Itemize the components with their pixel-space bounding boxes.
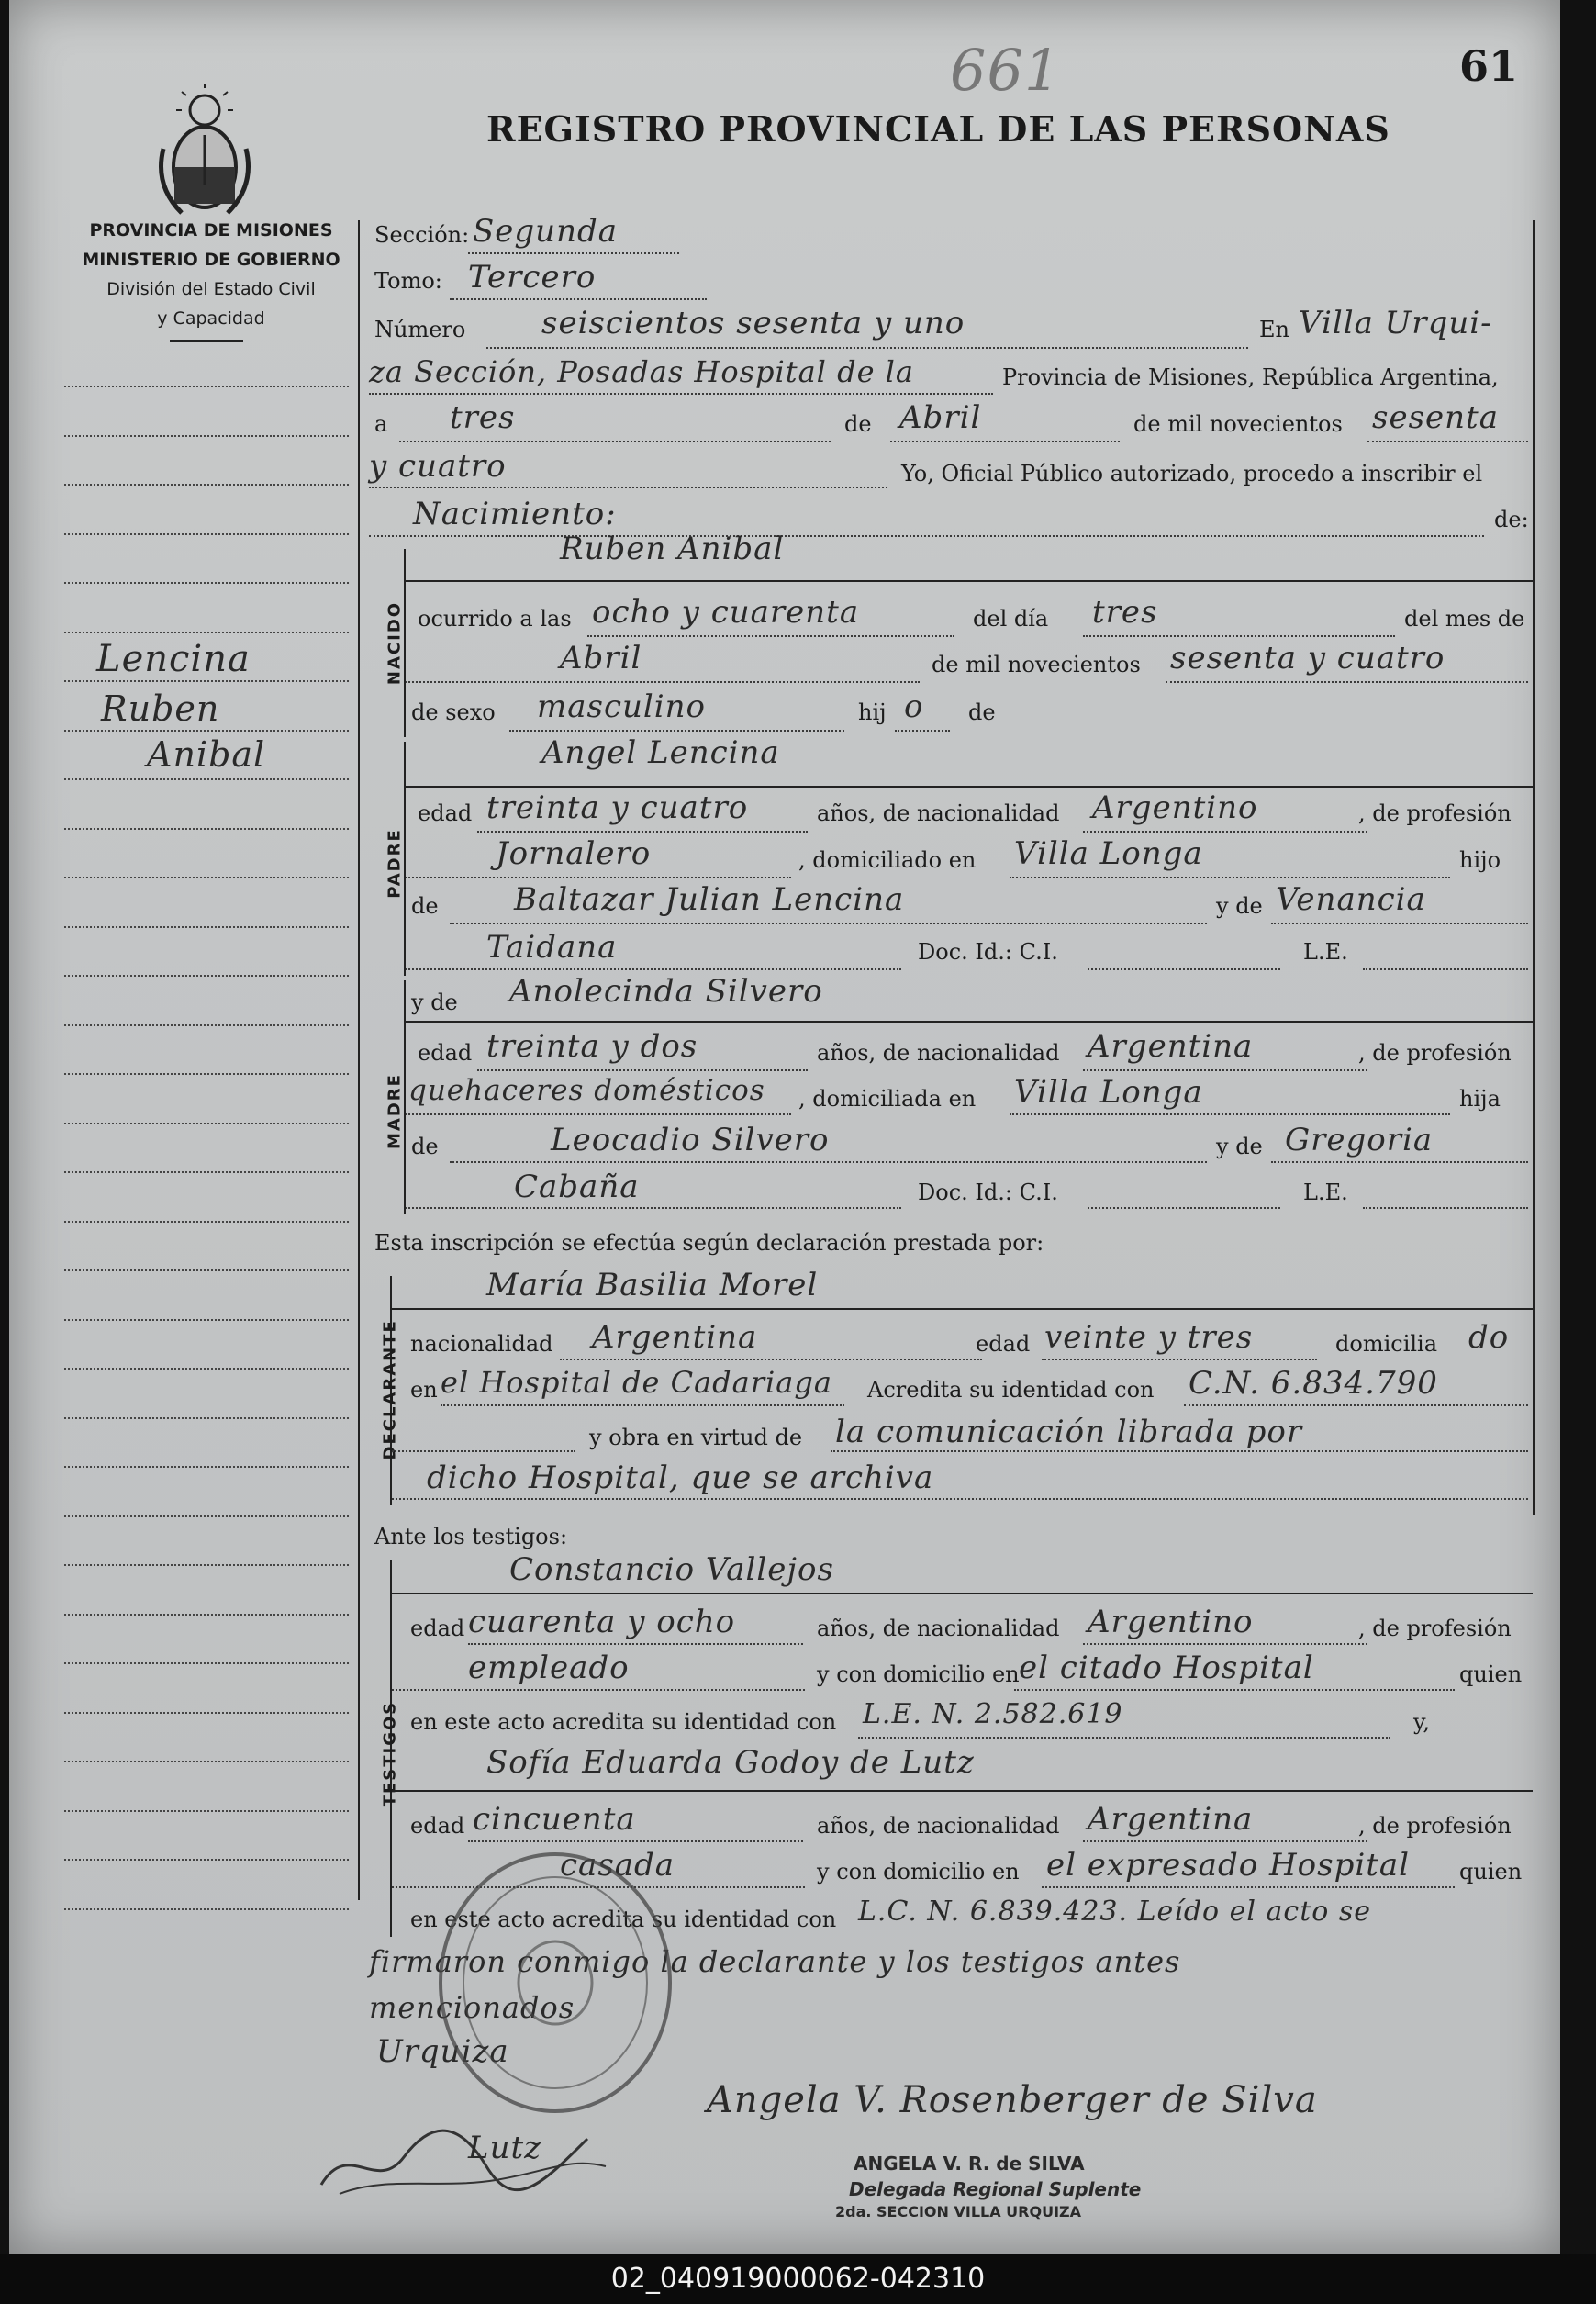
anio-value: sesenta y cuatro — [1170, 640, 1445, 677]
left-margin-rule — [64, 533, 349, 535]
padre-de-label: de — [411, 893, 439, 919]
day-value: tres — [450, 399, 516, 436]
en-label: En — [1259, 317, 1289, 342]
tomo-value: Tercero — [468, 259, 597, 296]
declarante-obra-continuation: dicho Hospital, que se archiva — [427, 1460, 934, 1496]
left-margin-rule — [64, 1859, 349, 1861]
left-margin-rule — [64, 1221, 349, 1223]
testigo1-anos-label: años, de nacionalidad — [817, 1616, 1060, 1641]
madre-doc-label: Doc. Id.: C.I. — [918, 1180, 1058, 1205]
padre-domicilio-label: , domiciliado en — [798, 847, 977, 873]
document-page — [9, 0, 1560, 2254]
mil-label: de mil novecientos — [932, 652, 1141, 677]
declarante-en-value: el Hospital de Cadariaga — [441, 1365, 832, 1400]
madre-le-label: L.E. — [1303, 1180, 1348, 1205]
margin-note-second-name: Anibal — [147, 734, 266, 775]
testigo1-nacionalidad-value: Argentino — [1088, 1604, 1254, 1640]
testigo1-acredita-label: en este acto acredita su identidad con — [410, 1709, 837, 1735]
declarante-domicilia-value: do — [1468, 1319, 1510, 1356]
left-margin-rule — [64, 926, 349, 928]
page-number: 61 — [1459, 41, 1519, 91]
left-margin-rule — [64, 828, 349, 830]
yo-text: Yo, Oficial Público autorizado, procedo a inscribir el — [901, 461, 1483, 487]
padre-edad-label: edad — [418, 800, 473, 826]
left-margin-rule — [64, 778, 349, 780]
image-code-bar — [0, 2254, 1596, 2304]
padre-side-label: PADRE — [385, 828, 405, 899]
hij-value: o — [904, 688, 924, 725]
madre-mother-continuation: Cabaña — [514, 1169, 640, 1205]
testigo1-edad-value: cuarenta y ocho — [468, 1604, 736, 1640]
left-margin-rule — [64, 484, 349, 486]
madre-mother-value: Gregoria — [1285, 1122, 1434, 1158]
left-margin-rule — [64, 386, 349, 387]
seccion-value: Segunda — [473, 213, 619, 250]
left-margin-rule — [64, 1319, 349, 1321]
left-margin-rule — [64, 435, 349, 437]
left-margin-rule — [64, 1564, 349, 1566]
ocurrido-label: ocurrido a las — [418, 606, 572, 632]
testigo1-edad-label: edad — [410, 1616, 465, 1641]
declarante-edad-value: veinte y tres — [1044, 1319, 1254, 1356]
madre-edad-label: edad — [418, 1040, 473, 1066]
division-label: División del Estado Civil — [106, 279, 316, 299]
sexo-value: masculino — [537, 688, 707, 725]
padre-le-label: L.E. — [1303, 939, 1348, 965]
declarante-acredita-label: Acredita su identidad con — [867, 1377, 1155, 1403]
declarante-obra-label: y obra en virtud de — [589, 1425, 803, 1450]
mes-value: Abril — [560, 640, 642, 677]
left-margin-rule — [64, 632, 349, 633]
left-margin-rule — [64, 1515, 349, 1517]
month-value: Abril — [899, 399, 982, 436]
left-margin-rule — [64, 1810, 349, 1812]
tomo-label: Tomo: — [374, 268, 442, 294]
official-signature: Angela V. Rosenberger de Silva — [707, 2079, 1318, 2121]
padre-edad-value: treinta y cuatro — [486, 789, 749, 826]
madre-domicilio-value: Villa Longa — [1014, 1074, 1203, 1111]
testigo1-doc-value: L.E. N. 2.582.619 — [863, 1698, 1123, 1730]
margin-note-first-name: Ruben — [101, 688, 220, 729]
testigo2-name: Sofía Eduarda Godoy de Lutz — [486, 1744, 975, 1781]
testigo1-profesion-label: , de profesión — [1358, 1616, 1512, 1641]
left-margin-rule — [64, 1662, 349, 1664]
left-margin-rule — [64, 1171, 349, 1173]
numero-label: Número — [374, 317, 466, 342]
testigo2-domicilio-value: el expresado Hospital — [1046, 1847, 1411, 1884]
de-label: de — [844, 411, 872, 437]
testigo1-profesion-value: empleado — [468, 1650, 630, 1686]
left-margin-rule — [64, 1417, 349, 1419]
madre-profesion-label: , de profesión — [1358, 1040, 1512, 1066]
stamp-office: 2da. SECCION VILLA URQUIZA — [835, 2203, 1082, 2220]
madre-domicilio-label: , domiciliada en — [798, 1086, 977, 1112]
left-margin-rule — [64, 1614, 349, 1616]
testigo2-edad-value: cincuenta — [473, 1801, 636, 1838]
testigos-side-label: TESTIGOS — [380, 1700, 400, 1807]
testigo2-doc-value: L.C. N. 6.839.423. Leído el acto se — [858, 1896, 1372, 1928]
padre-profesion-label: , de profesión — [1358, 800, 1512, 826]
left-margin-rule — [64, 1761, 349, 1762]
main-right-rule — [1533, 220, 1535, 1515]
year-value: sesenta — [1372, 399, 1499, 436]
place-continuation: za Sección, Posadas Hospital de la — [369, 354, 914, 389]
declarante-name: María Basilia Morel — [486, 1267, 819, 1303]
del-dia-label: del día — [973, 606, 1049, 632]
padre-name: Angel Lencina — [541, 734, 780, 771]
left-margin-rule — [64, 975, 349, 977]
stamp-title: Delegada Regional Suplente — [849, 2178, 1142, 2200]
left-margin-rule — [64, 1466, 349, 1468]
sexo-label: de sexo — [411, 699, 496, 725]
left-margin-rule — [64, 1024, 349, 1026]
margin-note-surname: Lencina — [96, 638, 251, 680]
madre-side-label: MADRE — [385, 1073, 405, 1149]
padre-nacionalidad-value: Argentino — [1092, 789, 1258, 826]
left-header-underline — [170, 340, 243, 342]
padre-profesion-value: Jornalero — [496, 835, 652, 872]
madre-anos-label: años, de nacionalidad — [817, 1040, 1060, 1066]
de-colon-label: de: — [1494, 507, 1529, 532]
left-margin-rule — [64, 1712, 349, 1714]
madre-profesion-value: quehaceres domésticos — [408, 1074, 765, 1107]
year-continuation: y cuatro — [369, 448, 507, 485]
handwritten-folio-number: 661 — [950, 37, 1062, 104]
hora-value: ocho y cuarenta — [592, 594, 860, 631]
left-margin-rule — [64, 582, 349, 584]
madre-hija-label: hija — [1459, 1086, 1501, 1112]
padre-domicilio-value: Villa Longa — [1014, 835, 1203, 872]
testigo2-acredita-label: en este acto acredita su identidad con — [410, 1907, 837, 1932]
declaracion-intro: Esta inscripción se efectúa según declaración prestada por: — [374, 1230, 1044, 1256]
padre-mother-value: Venancia — [1276, 881, 1426, 918]
closing-line-1: firmaron conmigo la declarante y los testigos antes — [369, 1944, 1181, 1979]
declarante-side-label: DECLARANTE — [380, 1319, 400, 1460]
official-seal-icon — [431, 1845, 679, 2120]
testigo2-nacionalidad-value: Argentina — [1088, 1801, 1254, 1838]
dia-value: tres — [1092, 594, 1158, 631]
padre-y-de-label: y de — [1216, 893, 1263, 919]
document-title: REGISTRO PROVINCIAL DE LAS PERSONAS — [486, 108, 1390, 150]
padre-doc-label: Doc. Id.: C.I. — [918, 939, 1058, 965]
testigo-y-label: y, — [1413, 1709, 1430, 1735]
declarante-acredita-value: C.N. 6.834.790 — [1189, 1365, 1438, 1402]
en-value: Villa Urqui- — [1299, 305, 1492, 341]
nacido-de-label: de — [968, 699, 996, 725]
testigo2-profesion-value: casada — [560, 1847, 675, 1884]
padre-anos-label: años, de nacionalidad — [817, 800, 1060, 826]
del-mes-label: del mes de — [1404, 606, 1525, 632]
testigo1-domicilio-label: y con domicilio en — [817, 1661, 1020, 1687]
madre-y-de2-label: y de — [1216, 1134, 1263, 1159]
madre-father-value: Leocadio Silvero — [551, 1122, 830, 1158]
testigo2-domicilio-label: y con domicilio en — [817, 1859, 1020, 1885]
left-margin-rule — [64, 1908, 349, 1910]
left-margin-rule — [64, 730, 349, 732]
image-code: 02_040919000062-042310 — [610, 2263, 986, 2295]
declarante-edad-label: edad — [976, 1331, 1031, 1357]
capacity-label: y Capacidad — [157, 308, 265, 329]
stamp-name: ANGELA V. R. de SILVA — [854, 2153, 1085, 2175]
seccion-label: Sección: — [374, 222, 470, 248]
testigo2-anos-label: años, de nacionalidad — [817, 1813, 1060, 1839]
left-margin-rule — [64, 877, 349, 878]
witness-signature: Lutz — [468, 2130, 542, 2166]
testigo1-name: Constancio Vallejos — [509, 1551, 834, 1588]
main-left-rule — [358, 220, 360, 1900]
acto-value: Nacimiento: — [413, 496, 617, 532]
declarante-domicilia-label: domicilia — [1335, 1331, 1438, 1357]
province-label: PROVINCIA DE MISIONES — [89, 220, 333, 240]
nacido-name: Ruben Anibal — [560, 531, 785, 567]
madre-y-de-label: y de — [411, 990, 458, 1015]
ministry-label: MINISTERIO DE GOBIERNO — [82, 250, 340, 270]
declarante-en-label: en — [410, 1377, 438, 1403]
testigo2-profesion-label: , de profesión — [1358, 1813, 1512, 1839]
left-margin-rule — [64, 1368, 349, 1370]
nacido-side-label: NACIDO — [385, 600, 405, 686]
left-margin-rule — [64, 1123, 349, 1124]
madre-de-label: de — [411, 1134, 439, 1159]
padre-father-value: Baltazar Julian Lencina — [514, 881, 905, 918]
closing-line-2: mencionados — [369, 1990, 575, 2025]
hij-label: hij — [858, 699, 887, 725]
declarante-nacionalidad-value: Argentina — [592, 1319, 758, 1356]
testigo1-domicilio-value: el citado Hospital — [1019, 1650, 1314, 1686]
madre-name: Anolecinda Silvero — [509, 973, 823, 1010]
witness-signature-scribble-icon — [312, 2102, 615, 2203]
left-margin-rule — [64, 1269, 349, 1271]
padre-mother-continuation: Taidana — [486, 929, 618, 966]
madre-edad-value: treinta y dos — [486, 1028, 698, 1065]
provincia-text: Provincia de Misiones, República Argentina, — [1002, 364, 1499, 390]
declarante-obra-value: la comunicación librada por — [835, 1414, 1303, 1450]
declarante-nacionalidad-label: nacionalidad — [410, 1331, 553, 1357]
closing-line-3: Urquiza — [376, 2033, 509, 2070]
testigo2-quien-label: quien — [1459, 1859, 1523, 1885]
testigos-intro: Ante los testigos: — [374, 1524, 568, 1549]
left-margin-rule — [64, 680, 349, 682]
madre-nacionalidad-value: Argentina — [1088, 1028, 1254, 1065]
coat-of-arms-icon — [154, 84, 255, 222]
padre-hijo-label: hijo — [1459, 847, 1501, 873]
numero-value: seiscientos sesenta y uno — [541, 305, 965, 341]
left-margin-rule — [64, 1073, 349, 1075]
testigo1-quien-label: quien — [1459, 1661, 1523, 1687]
year-label: de mil novecientos — [1133, 411, 1343, 437]
a-label: a — [374, 411, 388, 437]
testigo2-edad-label: edad — [410, 1813, 465, 1839]
